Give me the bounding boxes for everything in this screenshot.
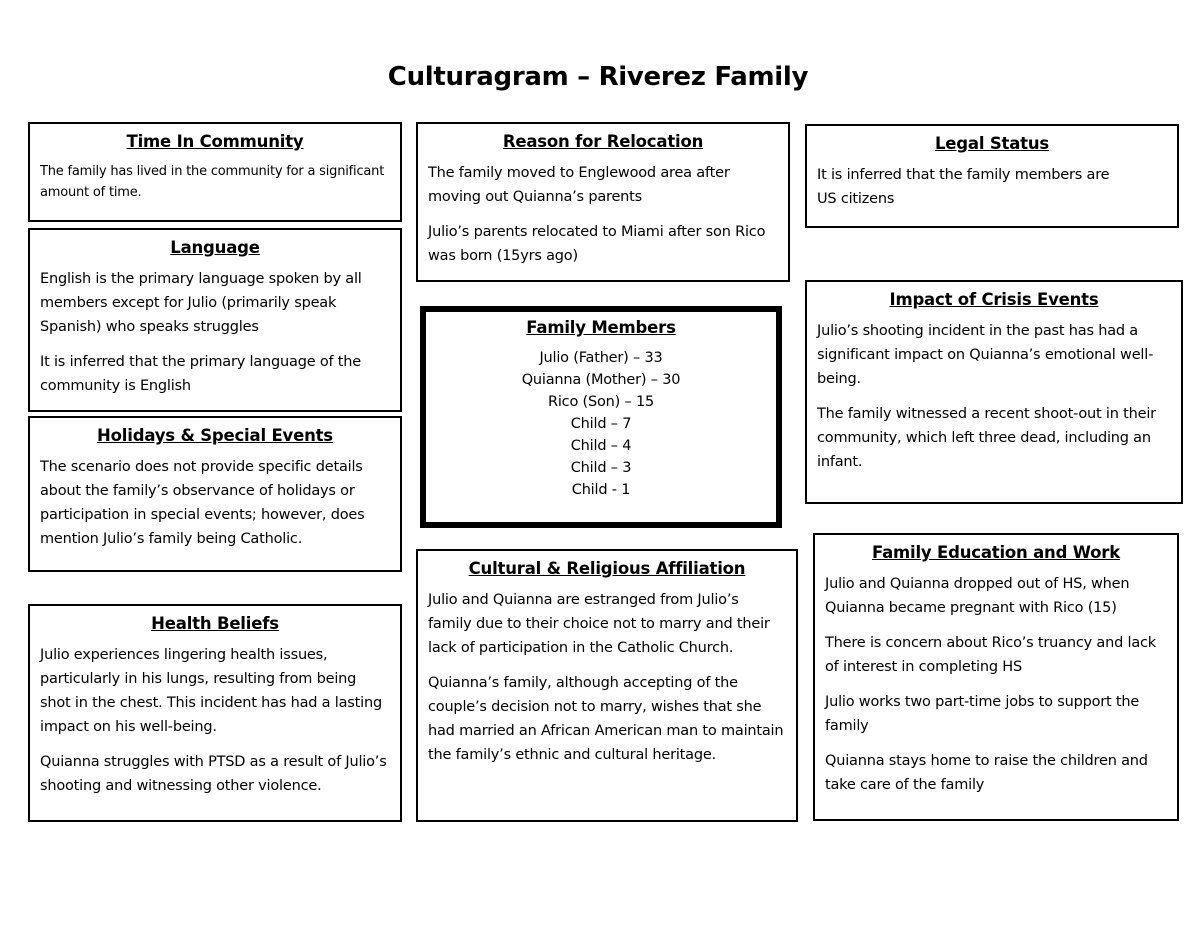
language-box [28,228,402,412]
time-in-community-box [28,122,402,222]
health-beliefs-box [28,604,402,822]
family-member: Child - 1 [571,482,631,498]
family-members-heading: Family Members [526,318,676,337]
family-education-work-text-4: Quianna stays home to raise the children and take care of the family [825,753,1148,793]
family-member: Child – 7 [570,416,632,432]
cultural-religious-affiliation-text-1: Julio and Quianna are estranged from Julio’s family due to their choice not to marry and their lack of participation in the Catholic Church. [428,592,770,656]
language-text-1: English is the primary language spoken by all members except for Julio (primarily speak Spanish) who speaks struggles [40,271,362,335]
impact-of-crisis-events-box [805,280,1183,504]
health-beliefs-text-1: Julio experiences lingering health issues, particularly in his lungs, resulting from being shot in the chest. This incident has had a lasting impact on his well-being. [40,647,382,735]
cultural-religious-affiliation-box [416,549,798,822]
impact-of-crisis-events-text-2: The family witnessed a recent shoot-out in their community, which left three dead, including an infant. [817,406,1156,470]
legal-status-text-1: It is inferred that the family members are US citizens [817,167,1110,207]
language-heading: Language [170,238,260,257]
language-text-2: It is inferred that the primary language of the community is English [40,354,362,394]
reason-for-relocation-box [416,122,790,282]
page-title: Culturagram – Riverez Family [387,62,809,92]
family-member: Quianna (Mother) – 30 [521,372,681,388]
family-education-work-text-1: Julio and Quianna dropped out of HS, when Quianna became pregnant with Rico (15) [825,576,1130,616]
holidays-special-events-box [28,416,402,572]
cultural-religious-affiliation-heading: Cultural & Religious Affiliation [468,559,746,578]
time-in-community-text-1: The family has lived in the community for a significant amount of time. [40,164,385,200]
family-education-work-text-3: Julio works two part-time jobs to support the family [825,694,1140,734]
cultural-religious-affiliation-text-2: Quianna’s family, although accepting of the couple’s decision not to marry, wishes that she had married an African American man to maintain the family’s ethnic and cultural heritage. [428,675,784,763]
legal-status-box [805,124,1179,228]
reason-for-relocation-text-1: The family moved to Englewood area after moving out Quianna’s parents [428,165,730,205]
family-education-work-box [813,533,1179,821]
health-beliefs-heading: Health Beliefs [151,614,279,633]
family-member: Rico (Son) – 15 [547,394,655,410]
impact-of-crisis-events-text-1: Julio’s shooting incident in the past has had a significant impact on Quianna’s emotional well-being. [817,323,1154,387]
holidays-special-events-heading: Holidays & Special Events [97,426,333,445]
family-member: Child – 3 [570,460,632,476]
family-members-list [436,347,766,501]
reason-for-relocation-text-2: Julio’s parents relocated to Miami after son Rico was born (15yrs ago) [428,224,766,264]
holidays-special-events-text-1: The scenario does not provide specific details about the family’s observance of holidays or participation in special events; however, does mention Julio’s family being Catholic. [40,459,365,547]
impact-of-crisis-events-heading: Impact of Crisis Events [889,290,1099,309]
family-education-work-text-2: There is concern about Rico’s truancy and lack of interest in completing HS [825,635,1156,675]
family-member: Julio (Father) – 33 [539,350,663,366]
health-beliefs-text-2: Quianna struggles with PTSD as a result of Julio’s shooting and witnessing other violence. [40,754,387,794]
time-in-community-heading: Time In Community [126,132,304,151]
family-education-work-heading: Family Education and Work [871,543,1121,562]
family-member: Child – 4 [570,438,632,454]
legal-status-heading: Legal Status [934,134,1049,153]
reason-for-relocation-heading: Reason for Relocation [502,132,704,151]
family-members-box [420,306,782,528]
